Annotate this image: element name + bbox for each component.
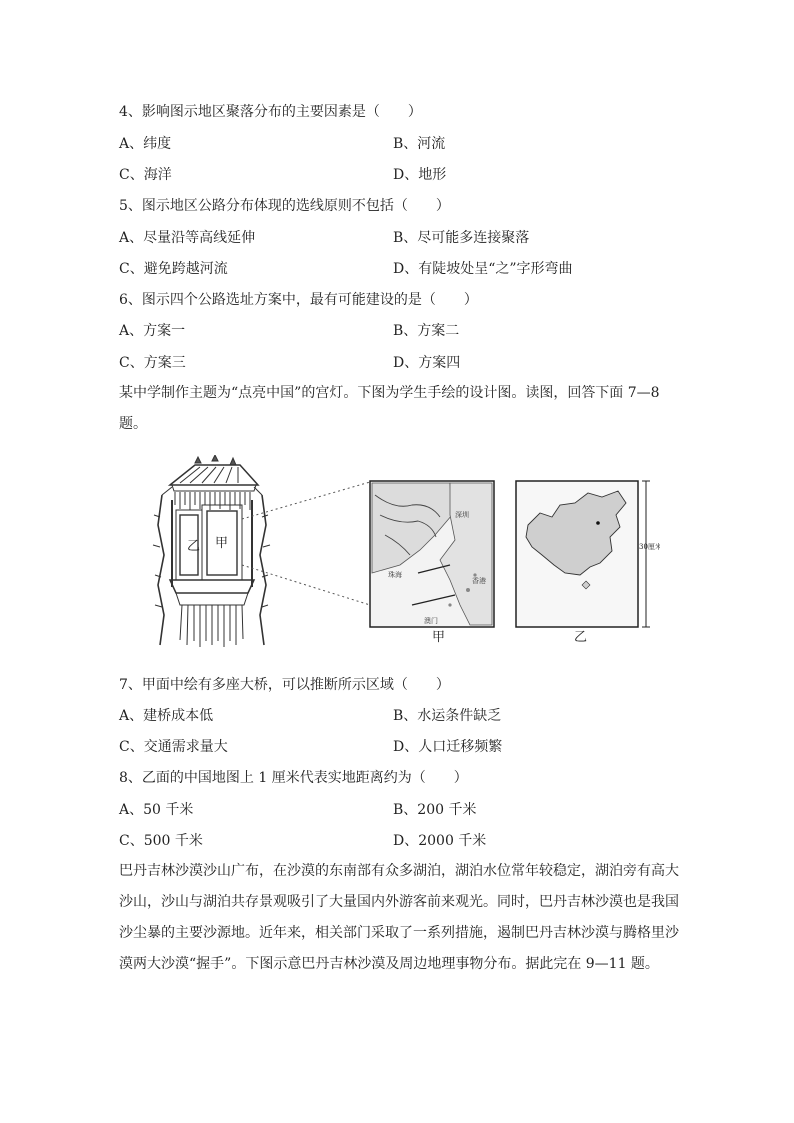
lantern-drawing [153, 455, 270, 647]
lantern-figure [150, 455, 660, 665]
intro-paragraph-9-11: 巴丹吉林沙漠沙山广布，在沙漠的东南部有众多湖泊，湖泊水位常年较稳定，湖泊旁有高大沙山，沙山与湖泊共存景观吸引了大量国内外游客前来观光。同时，巴丹吉林沙漠也是我国沙尘暴的主要沙源地。近年来，相关部门采取了一系列措施，遏制巴丹吉林沙漠与腾格里沙漠两大沙漠“握手”。下图示意巴丹吉林沙漠及周边地理事物分布。据此完在 9—11 题。 [119, 863, 679, 972]
lantern-face-right-label: 甲 [215, 536, 229, 551]
question-6-option-a: A、方案一 [119, 323, 186, 339]
question-6-option-c: C、方案三 [119, 355, 186, 371]
question-8-option-b: B、200 千米 [393, 802, 477, 818]
panel-yi-label: 乙 [574, 630, 588, 645]
map-text-macau: 澳门 [424, 617, 438, 625]
panel-jia-label: 甲 [432, 630, 446, 645]
question-7-option-d: D、人口迁移频繁 [393, 739, 503, 755]
question-8-option-d: D、2000 千米 [393, 833, 487, 849]
question-5-option-c: C、避免跨越河流 [119, 261, 228, 277]
map-text-zhuhai: 珠海 [388, 571, 402, 579]
question-4-option-c: C、海洋 [119, 167, 172, 183]
question-4-option-b: B、河流 [393, 136, 446, 152]
panel-jia-map [370, 481, 494, 627]
scale-label: 30厘米 [639, 543, 660, 551]
question-6-option-d: D、方案四 [393, 355, 461, 371]
connector-lines [242, 482, 370, 605]
question-8-stem: 8、乙面的中国地图上 1 厘米代表实地距离约为（ ） [119, 770, 468, 786]
question-5-stem: 5、图示地区公路分布体现的选线原则不包括（ ） [119, 198, 450, 214]
map-text-shenzhen: 深圳 [455, 511, 469, 519]
question-4-option-a: A、纬度 [119, 136, 172, 152]
question-5-option-b: B、尽可能多连接聚落 [393, 230, 530, 246]
lantern-figure-svg [150, 455, 660, 665]
question-4-stem: 4、影响图示地区聚落分布的主要因素是（ ） [119, 104, 422, 120]
question-8-option-c: C、500 千米 [119, 833, 203, 849]
question-5-option-a: A、尽量沿等高线延伸 [119, 230, 256, 246]
question-7-option-a: A、建桥成本低 [119, 708, 214, 724]
question-8-option-a: A、50 千米 [119, 802, 194, 818]
question-5-option-d: D、有陡坡处呈“之”字形弯曲 [393, 261, 573, 277]
question-6-option-b: B、方案二 [393, 323, 460, 339]
panel-yi-map [516, 481, 660, 627]
question-6-stem: 6、图示四个公路选址方案中，最有可能建设的是（ ） [119, 292, 478, 308]
intro-paragraph-7-8: 某中学制作主题为“点亮中国”的宫灯。下图为学生手绘的设计图。读图，回答下面 7—8 题。 [119, 385, 660, 432]
question-7-stem: 7、甲面中绘有多座大桥，可以推断所示区域（ ） [119, 677, 450, 693]
question-7-option-b: B、水运条件缺乏 [393, 708, 502, 724]
lantern-face-left-label: 乙 [187, 539, 201, 554]
map-text-hongkong: 香港 [472, 577, 486, 585]
question-4-option-d: D、地形 [393, 167, 447, 183]
question-7-option-c: C、交通需求量大 [119, 739, 228, 755]
